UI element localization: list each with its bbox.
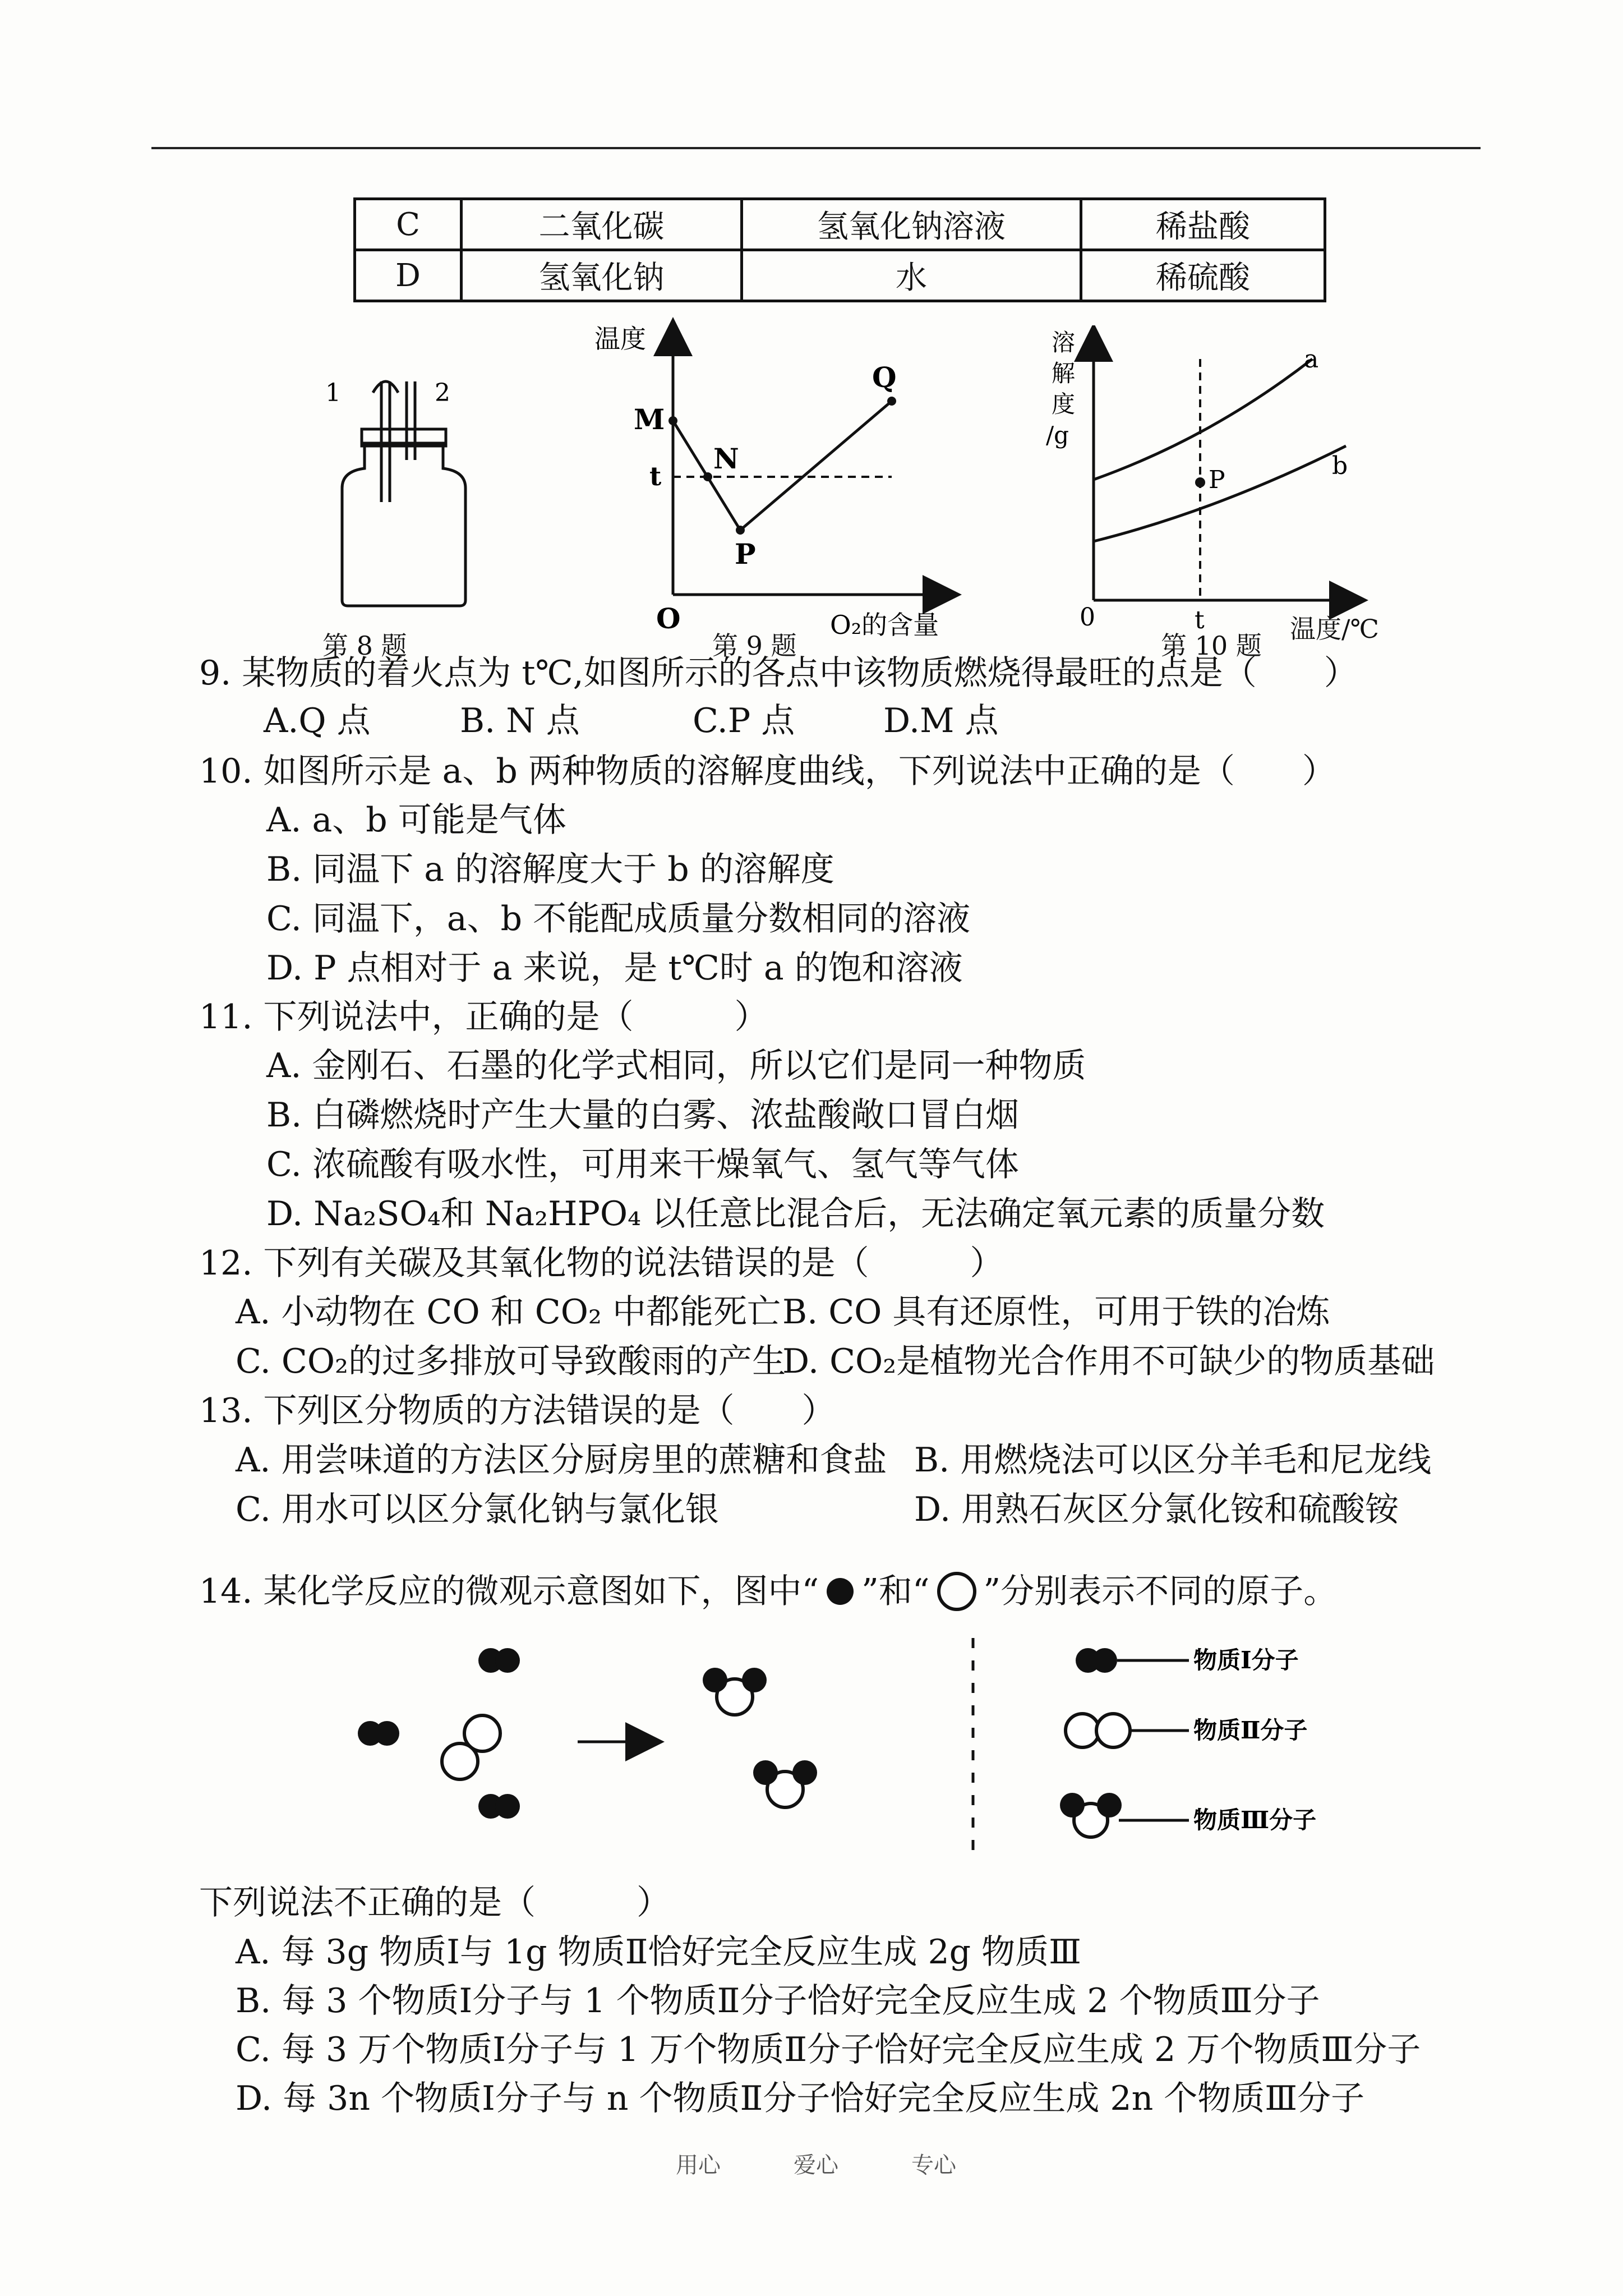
molecule-i bbox=[478, 1794, 520, 1819]
q13-stem: 13. 下列区分物质的方法错误的是（ ） bbox=[199, 1391, 836, 1430]
fig9-ylabel: 温度 bbox=[594, 324, 646, 354]
ylabel-char: /g bbox=[1046, 421, 1069, 449]
fig8-label-1: 1 bbox=[325, 379, 341, 407]
label-origin: O bbox=[656, 602, 681, 635]
q9-option: B. N 点 bbox=[460, 701, 580, 740]
curve-a bbox=[1094, 359, 1312, 480]
label-q: Q bbox=[872, 361, 897, 394]
ylabel-char: 度 bbox=[1052, 390, 1076, 418]
q13-option: B. 用燃烧法可以区分羊毛和尼龙线 bbox=[914, 1441, 1432, 1480]
q10-option: A. a、b 可能是气体 bbox=[266, 800, 566, 840]
label-a: a bbox=[1304, 345, 1319, 374]
molecule-iii bbox=[703, 1668, 767, 1715]
legend-molecule-i bbox=[1076, 1648, 1189, 1673]
table-cell: C bbox=[355, 199, 462, 250]
q10-option: B. 同温下 a 的溶解度大于 b 的溶解度 bbox=[266, 850, 834, 889]
molecule-iii bbox=[753, 1760, 817, 1807]
point-q bbox=[887, 397, 896, 406]
label-origin: 0 bbox=[1080, 603, 1095, 632]
q9-stem: 9. 某物质的着火点为 t℃,如图所示的各点中该物质燃烧得最旺的点是（ ） bbox=[199, 654, 1358, 693]
point-n bbox=[703, 472, 712, 481]
label-t: t bbox=[649, 461, 662, 491]
fig10-caption: 第 10 题 bbox=[1161, 631, 1262, 661]
q14-stem-part: ”分别表示不同的原子。 bbox=[983, 1572, 1338, 1611]
legend-label: 物质Ⅲ分子 bbox=[1193, 1806, 1317, 1834]
q12-option: A. 小动物在 CO 和 CO₂ 中都能死亡 bbox=[236, 1292, 781, 1332]
tube-bend bbox=[373, 381, 398, 393]
fig10-solubility-graph bbox=[1038, 325, 1396, 639]
table-cell: 氢氧化钠 bbox=[462, 250, 742, 301]
tube-right bbox=[407, 381, 415, 460]
table-cell: 稀盐酸 bbox=[1081, 199, 1325, 250]
header-rule bbox=[151, 147, 1481, 149]
table-cell: 氢氧化钠溶液 bbox=[742, 199, 1081, 250]
q14-reaction-diagram bbox=[336, 1627, 1402, 1862]
bottle-body bbox=[342, 443, 465, 606]
label-p: P bbox=[1209, 466, 1225, 494]
q14-stem-part: ”和“ bbox=[861, 1572, 930, 1611]
ylabel-char: 溶 bbox=[1052, 329, 1076, 356]
legend-label: 物质Ⅱ分子 bbox=[1193, 1717, 1308, 1744]
q11-option: B. 白磷燃烧时产生大量的白雾、浓盐酸敞口冒白烟 bbox=[266, 1096, 1020, 1135]
q10-stem: 10. 如图所示是 a、b 两种物质的溶解度曲线，下列说法中正确的是（ ） bbox=[199, 752, 1336, 791]
q9-option: C.P 点 bbox=[693, 701, 795, 740]
q10-option: D. P 点相对于 a 来说，是 t℃时 a 的饱和溶液 bbox=[266, 949, 963, 988]
table-cell: 稀硫酸 bbox=[1081, 250, 1325, 301]
point-p bbox=[736, 526, 745, 535]
footer-text: 专心 bbox=[911, 2152, 956, 2178]
q12-option: D. CO₂是植物光合作用不可缺少的物质基础 bbox=[782, 1342, 1435, 1381]
q12-option: C. CO₂的过多排放可导致酸雨的产生 bbox=[236, 1342, 786, 1381]
q10-option: C. 同温下，a、b 不能配成质量分数相同的溶液 bbox=[266, 899, 971, 938]
label-n: N bbox=[713, 442, 739, 475]
label-b: b bbox=[1332, 452, 1348, 480]
label-m: M bbox=[634, 403, 665, 436]
table-cell: 二氧化碳 bbox=[462, 199, 742, 250]
q14-option: B. 每 3 个物质Ⅰ分子与 1 个物质Ⅱ分子恰好完全反应生成 2 个物质Ⅲ分子 bbox=[236, 1981, 1320, 2021]
point-p bbox=[1195, 477, 1205, 487]
legend-molecule-ii bbox=[1066, 1714, 1189, 1747]
q11-option: A. 金刚石、石墨的化学式相同，所以它们是同一种物质 bbox=[266, 1046, 1086, 1085]
label-p: P bbox=[735, 537, 756, 570]
fig9-graph bbox=[589, 314, 981, 651]
temperature-curve bbox=[673, 401, 892, 530]
molecule-i bbox=[358, 1721, 399, 1746]
fig8-caption: 第 8 题 bbox=[322, 631, 407, 661]
fig8-gas-bottle bbox=[303, 359, 505, 634]
fig10-xlabel: 温度/℃ bbox=[1290, 614, 1379, 644]
fig9-xlabel: O₂的含量 bbox=[830, 610, 939, 640]
footer-text: 用心 bbox=[676, 2152, 721, 2178]
label-t: t bbox=[1195, 606, 1205, 634]
q14-option: D. 每 3n 个物质Ⅰ分子与 n 个物质Ⅱ分子恰好完全反应生成 2n 个物质Ⅲ分子 bbox=[236, 2079, 1365, 2118]
option-table bbox=[353, 197, 1326, 302]
legend-molecule-iii bbox=[1060, 1793, 1189, 1837]
table-row bbox=[355, 250, 1325, 301]
footer-text: 爱心 bbox=[794, 2152, 838, 2178]
black-atom-icon bbox=[822, 1573, 858, 1609]
q13-option: A. 用尝味道的方法区分厨房里的蔗糖和食盐 bbox=[236, 1441, 887, 1480]
q12-stem: 12. 下列有关碳及其氧化物的说法错误的是（ ） bbox=[199, 1244, 1004, 1283]
molecule-i bbox=[478, 1648, 520, 1673]
q14-stem-part: 14. 某化学反应的微观示意图如下，图中“ bbox=[199, 1572, 819, 1611]
q11-stem: 11. 下列说法中，正确的是（ ） bbox=[199, 997, 768, 1037]
q13-option: D. 用熟石灰区分氯化铵和硫酸铵 bbox=[914, 1490, 1399, 1529]
table-cell: 水 bbox=[742, 250, 1081, 301]
q14-stem bbox=[199, 1568, 1337, 1615]
point-m bbox=[668, 416, 677, 425]
q12-option: B. CO 具有还原性，可用于铁的冶炼 bbox=[782, 1292, 1330, 1332]
molecule-ii bbox=[442, 1715, 500, 1779]
q14-option: A. 每 3g 物质Ⅰ与 1g 物质Ⅱ恰好完全反应生成 2g 物质Ⅲ bbox=[236, 1932, 1081, 1972]
q11-option: C. 浓硫酸有吸水性，可用来干燥氧气、氢气等气体 bbox=[266, 1145, 1019, 1184]
q9-option: D.M 点 bbox=[883, 701, 999, 740]
q14-option: C. 每 3 万个物质Ⅰ分子与 1 万个物质Ⅱ分子恰好完全反应生成 2 万个物质Ⅲ分子 bbox=[236, 2030, 1421, 2069]
ylabel-char: 解 bbox=[1052, 360, 1076, 387]
fig8-label-2: 2 bbox=[435, 379, 450, 407]
table-cell: D bbox=[355, 250, 462, 301]
q14-sub-stem: 下列说法不正确的是（ ） bbox=[199, 1883, 670, 1922]
table-row bbox=[355, 199, 1325, 250]
q11-option: D. Na₂SO₄和 Na₂HPO₄ 以任意比混合后，无法确定氧元素的质量分数 bbox=[266, 1194, 1325, 1234]
legend-label: 物质Ⅰ分子 bbox=[1193, 1646, 1299, 1674]
q9-option: A.Q 点 bbox=[264, 701, 371, 740]
white-atom-icon bbox=[933, 1568, 980, 1615]
fig9-caption: 第 9 题 bbox=[712, 631, 797, 661]
q13-option: C. 用水可以区分氯化钠与氯化银 bbox=[236, 1490, 719, 1529]
